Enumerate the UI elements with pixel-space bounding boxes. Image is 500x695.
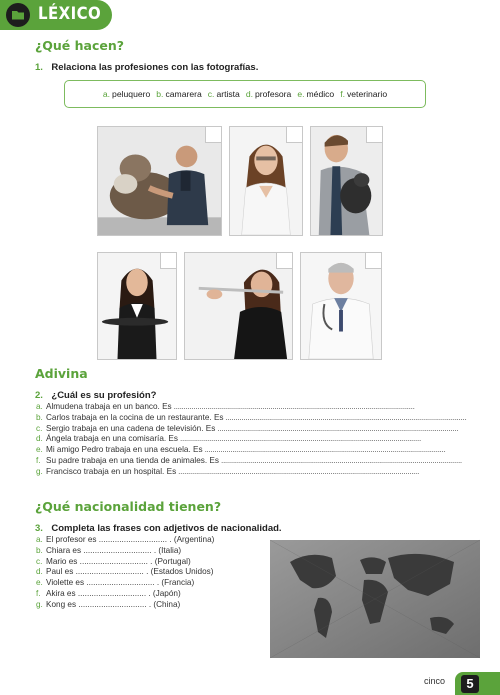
exercise-number: 1. [35,62,43,73]
exercise-1-heading [35,57,258,75]
exercise-3-heading [35,518,282,536]
list-item: g. Francisco trabaja en un hospital. Es .......................................................................................................................... [36,466,420,476]
photo-man-with-dog [310,126,383,236]
list-item: e. Mi amigo Pedro trabaja en una escuela. Es .......................................................................................................................... [36,445,446,455]
section-title-adivina: Adivina [35,366,88,381]
exercise-2-list [36,402,467,478]
option-f: f. veterinario [340,89,388,99]
page-number: 5 [461,675,479,693]
list-item: a. Almudena trabaja en un banco. Es .......................................................................................................................... [36,402,415,411]
option-e: e. médico [297,89,335,99]
exercise-3-list [36,535,266,611]
list-item: b. Chiara es .............................. . (Italia) [36,545,182,555]
list-item: c. Sergio trabaja en una cadena de televisión. Es .......................................................................................................................... [36,423,459,433]
list-item: b. Carlos trabaja en la cocina de un restaurante. Es .......................................................................................................................... [36,412,467,422]
list-item: e. Violette es .............................. . (Francia) [36,578,195,588]
exercise-number: 3. [35,523,43,534]
folder-icon [6,3,30,27]
exercise-2-heading [35,385,156,403]
profession-options-box [64,80,426,108]
option-b: b. camarera [156,89,202,99]
photo-teacher [229,126,303,236]
section-header-label: LÉXICO [38,4,102,24]
section-title-nacionalidad: ¿Qué nacionalidad tienen? [35,499,222,514]
list-item: c. Mario es .............................. . (Portugal) [36,556,191,566]
option-d: d. profesora [245,89,292,99]
list-item: f. Akira es .............................. . (Japón) [36,588,181,598]
exercise-instruction: Relaciona las profesiones con las fotografías. [51,62,259,73]
option-c: c. artista [207,89,240,99]
exercise-instruction: Completa las frases con adjetivos de nacionalidad. [51,523,282,534]
list-item: d. Ángela trabaja en una comisaría. Es .......................................................................................................................... [36,434,421,444]
list-item: f. Su padre trabaja en una tienda de animales. Es .......................................................................................................................... [36,455,462,465]
photo-veterinarian-dog [97,126,222,236]
option-a: a. peluquero [102,89,151,99]
photo-doctor [300,252,382,360]
list-item: g. Kong es .............................. . (China) [36,599,181,609]
photo-flute-artist [184,252,293,360]
world-map-image [270,540,480,658]
exercise-number: 2. [35,390,43,401]
page-number-word: cinco [424,676,446,686]
list-item: a. El profesor es .............................. . (Argentina) [36,535,215,544]
photo-waitress [97,252,177,360]
section-title-que-hacen: ¿Qué hacen? [35,38,124,53]
exercise-instruction: ¿Cuál es su profesión? [51,390,157,401]
list-item: d. Paul es .............................. . (Estados Unidos) [36,567,214,577]
